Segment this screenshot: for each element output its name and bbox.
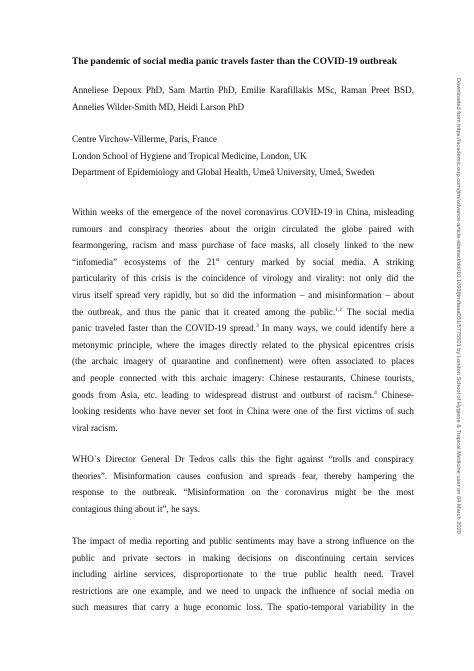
body-text: The social media <box>342 306 415 317</box>
download-watermark-text: Downloaded from https://academic.oup.com/jtm/advance-article-abstract/doi/10.1093/jtm/taaa031/5775501 by London School of Hygiene & Tropical Medicine user on 04 March 2020 <box>455 78 461 534</box>
citation-marker: 3 <box>255 323 259 330</box>
body-line: theories”. Misinformation causes confusion and spreads fear, thereby hampering the <box>72 470 414 481</box>
citation-marker: 1,2 <box>335 306 343 313</box>
author-line: Annelies Wilder-Smith MD, Heidi Larson PhD <box>72 101 245 112</box>
body-line: virus itself spread very rapidly, but so did the information – and misinformation – about <box>72 289 414 300</box>
body-line: looking residents who have never set foot in China were one of the first victims of such <box>72 406 414 417</box>
body-line: WHO`s Director General Dr Tedros calls this the fight against “trolls and conspiracy <box>72 454 414 464</box>
body-line: metonymic principle, where the images directly related to the physical epicentres crisis <box>72 339 414 350</box>
body-text: “infomedia” ecosystems of the 21 <box>72 256 216 267</box>
body-line: particularity of this crisis is the coincidence of virology and virality: not only did the <box>72 273 414 284</box>
body-text: panic traveled faster than the COVID-19 spread. <box>72 323 256 334</box>
body-line: fearmongering, racism and mass purchase of face masks, all closely linked to the new <box>72 240 414 251</box>
paragraph-1 <box>72 204 414 436</box>
body-line: (the archaic imagery of quarantine and confinement) were often associated to places <box>72 356 414 367</box>
body-line: response to the outbreak. “Misinformation on the coronavirus might be the most <box>72 487 414 498</box>
paper-title: The pandemic of social media panic travels faster than the COVID-19 outbreak <box>72 56 398 67</box>
body-text: century marked by social media. A striking <box>219 256 414 267</box>
body-text: goods from Asia, etc. leading to widespread distrust and outburst of racism. <box>72 389 375 400</box>
body-line: Within weeks of the emergence of the novel coronavirus COVID-19 in China, misleading <box>72 207 414 217</box>
body-line <box>72 320 414 337</box>
body-line: contagious thing about it”, he says. <box>72 503 200 514</box>
citation-marker: 4 <box>374 389 377 396</box>
body-line: public and private sectors in making decisions on discontinuing certain services <box>72 552 414 563</box>
paragraph-3 <box>72 533 414 616</box>
superscript: st <box>215 256 220 263</box>
author-line: Anneliese Depoux PhD, Sam Martin PhD, Emilie Karafillakis MSc, Raman Preet BSD, <box>72 85 414 95</box>
body-line: and people connected with this archaic imagery: Chinese restaurants, Chinese tourists, <box>72 372 414 383</box>
body-line <box>72 304 414 321</box>
affiliation-list <box>72 131 414 181</box>
affiliation-line: Centre Virchow-Villerme, Paris, France <box>72 134 217 144</box>
body-line: such measures that carry a huge economic loss. The spatio-temporal variability in the <box>72 602 414 613</box>
body-text: In many ways, we could identify here a <box>258 323 414 334</box>
body-text: the outbreak, and thus the panic that it created among the public. <box>72 306 336 317</box>
body-text: Chinese- <box>376 389 414 400</box>
body-line: restrictions are one example, and we need to unpack the influence of social media on <box>72 585 414 596</box>
body-line: including airline services, disproportionate to the true public health need. Travel <box>72 569 414 580</box>
affiliation-line: Department of Epidemiology and Global Health, Umeå University, Umeå, Sweden <box>72 167 375 178</box>
body-line: The impact of media reporting and public sentiments may have a strong influence on the <box>72 536 414 546</box>
affiliation-line: London School of Hygiene and Tropical Medicine, London, UK <box>72 150 307 161</box>
body-line: viral racism. <box>72 422 118 433</box>
paragraph-2 <box>72 451 414 517</box>
body-line <box>72 387 414 404</box>
body-line: rumours and conspiracy theories about the origin circulated the globe paired with <box>72 223 414 234</box>
body-line <box>72 254 414 271</box>
download-watermark <box>452 78 464 648</box>
author-list <box>72 82 414 115</box>
